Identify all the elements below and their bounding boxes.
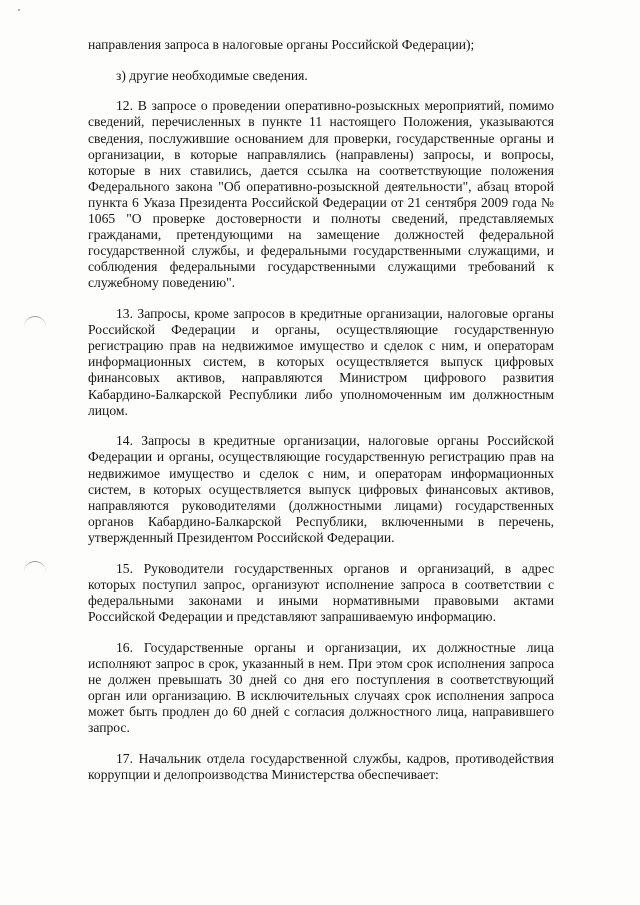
paragraph-item-z: з) другие необходимые сведения. — [116, 67, 308, 83]
scan-speck — [18, 9, 20, 11]
paragraph-15: 15. Руководители государственных органов и организаций, в адрес которых поступил запрос, организуют исполнение запроса в соответствии с федеральными законами и иными нормативными правовыми актами Российской Федерации и представляют запрашиваемую информацию. — [88, 560, 554, 624]
paragraph-14: 14. Запросы в кредитные организации, налоговые органы Российской Федерации и органы, осуществляющие государственную регистрацию прав на недвижимое имущество и сделок с ним, и операторам информационных систем, в которых осуществляется выпуск цифровых финансовых активов, направляются руководителями (должностными лицами) государственных органов Кабардино-Балкарской Республики, включенными в перечень, утвержденный Президентом Российской Федерации. — [88, 433, 554, 545]
paragraph-13: 13. Запросы, кроме запросов в кредитные организации, налоговые органы Российской Федерации и органы, осуществляющие государственную регистрацию прав на недвижимое имущество и сделок с ним, и операторам информационных систем, в которых осуществляется выпуск цифровых финансовых активов, направляются Министром цифрового развития Кабардино-Балкарской Республики либо уполномоченным им должностным лицом. — [88, 306, 554, 418]
punch-hole-mark — [24, 561, 46, 574]
paragraph-16: 16. Государственные органы и организации, их должностные лица исполняют запрос в срок, указанный в нем. При этом срок исполнения запроса не должен превышать 30 дней со дня его поступления в соответствующий орган или организацию. В исключительных случаях срок исполнения запроса может быть продлен до 60 дней с согласия должностного лица, направившего запрос. — [88, 639, 554, 736]
paragraph-continuation: направления запроса в налоговые органы Российской Федерации); — [88, 37, 475, 52]
paragraph-17: 17. Начальник отдела государственной службы, кадров, противодействия коррупции и делопроизводства Министерства обеспечивает: — [88, 750, 554, 782]
punch-hole-mark — [24, 316, 46, 329]
paragraph-12: 12. В запросе о проведении оперативно-розыскных мероприятий, помимо сведений, перечисленных в пункте 11 настоящего Положения, указываются сведения, послужившие основанием для проверки, государственные органы и организации, в которые направлялись (направлены) запросы, и вопросы, которые в них ставились, дается ссылка на соответствующие положения Федерального закона "Об оперативно-розыскной деятельности", абзац второй пункта 6 Указа Президента Российской Федерации от 21 сентября 2009 года № 1065 "О проверке достоверности и полноты сведений, представляемых гражданами, претендующими на замещение должностей федеральной государственной службы, и федеральными государственными служащими, и соблюдения федеральными государственными служащими требований к служебному поведению". — [88, 98, 554, 291]
document-body — [88, 37, 554, 783]
